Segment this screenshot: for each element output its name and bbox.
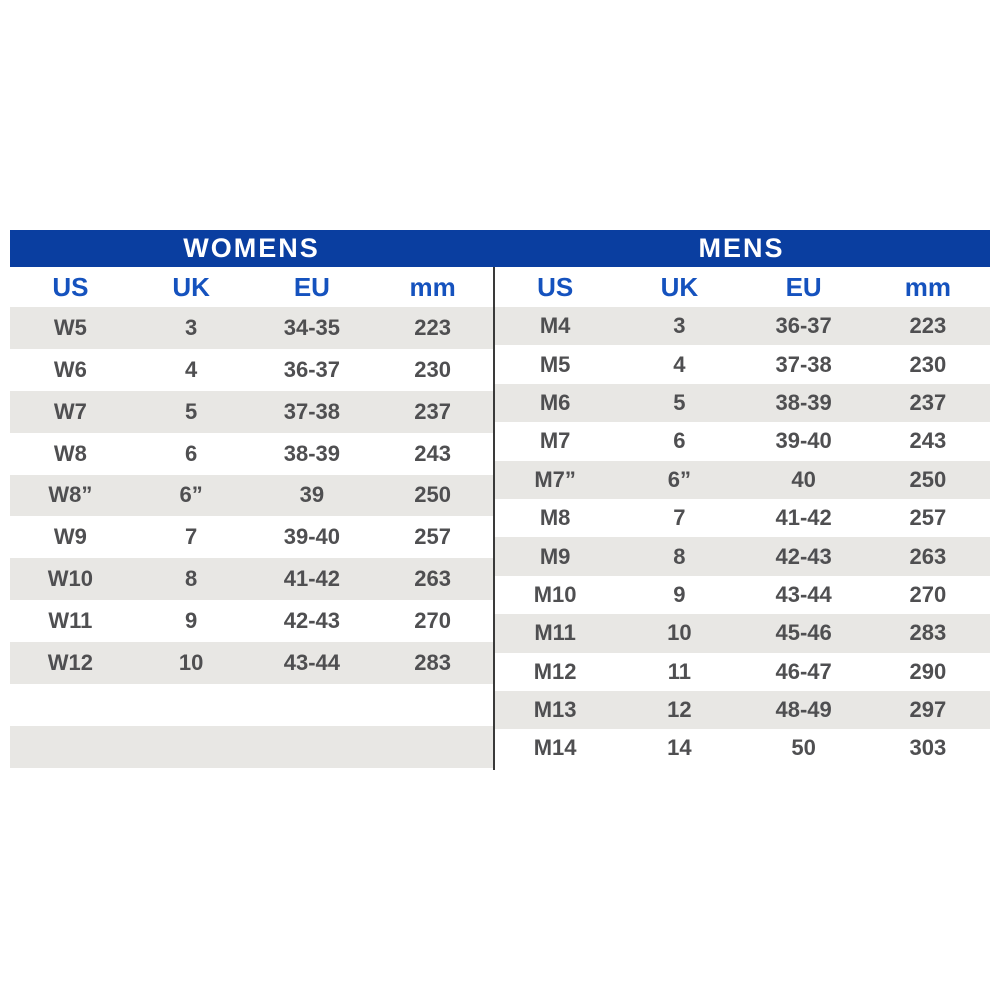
table-cell: 8 — [617, 537, 741, 575]
table-cell: 243 — [414, 440, 451, 466]
table-cell: 45-46 — [742, 614, 866, 652]
table-cell: 43-44 — [252, 642, 373, 684]
table-cell: 9 — [185, 608, 198, 634]
womens-table — [10, 267, 493, 768]
table-cell: 40 — [742, 461, 866, 499]
table-cell: M5 — [539, 351, 571, 377]
table-cell: 7 — [673, 505, 686, 531]
womens-title: WOMENS — [183, 233, 320, 263]
table-cell: 50 — [791, 735, 816, 761]
table-cell: M12 — [533, 658, 577, 684]
table-row — [493, 461, 990, 499]
table-cell: 48-49 — [742, 691, 866, 729]
table-row — [493, 614, 990, 652]
table-row — [10, 433, 493, 475]
table-cell: 7 — [185, 524, 198, 550]
table-cell: 230 — [909, 351, 947, 377]
table-row — [493, 384, 990, 422]
table-row — [10, 307, 493, 349]
table-cell — [131, 684, 252, 726]
table-cell: M9 — [493, 537, 617, 575]
table-cell: 283 — [372, 642, 493, 684]
table-cell: 250 — [866, 461, 990, 499]
table-cell — [10, 684, 131, 726]
table-row — [493, 499, 990, 537]
table-cell: 39-40 — [283, 524, 341, 550]
table-cell: W8” — [10, 475, 131, 517]
table-cell: W8 — [53, 440, 87, 466]
table-cell: 41-42 — [252, 558, 373, 600]
table-cell: 270 — [414, 608, 451, 634]
table-cell: 230 — [414, 356, 451, 382]
table-cell: 37-38 — [252, 391, 373, 433]
size-chart — [10, 230, 990, 768]
table-cell: 263 — [866, 537, 990, 575]
table-cell: 270 — [909, 581, 947, 607]
table-cell: 250 — [372, 475, 493, 517]
column-header: EU — [742, 267, 866, 307]
table-cell: 37-38 — [775, 351, 832, 377]
table-cell — [131, 726, 252, 768]
table-cell: 34-35 — [252, 307, 373, 349]
table-cell: 38-39 — [742, 384, 866, 422]
table-row — [10, 349, 493, 391]
table-cell: 14 — [667, 735, 692, 761]
table-cell: 297 — [866, 691, 990, 729]
table-cell: W7 — [10, 391, 131, 433]
table-cell: 6 — [185, 440, 198, 466]
table-cell: 11 — [667, 658, 691, 684]
table-cell — [372, 726, 493, 768]
table-cell: 3 — [131, 307, 252, 349]
table-row — [10, 642, 493, 684]
table-cell: M7 — [539, 428, 571, 454]
table-cell: M14 — [533, 735, 577, 761]
column-header: UK — [617, 267, 741, 307]
table-cell: 263 — [372, 558, 493, 600]
table-cell: 4 — [185, 356, 198, 382]
table-row — [10, 558, 493, 600]
table-cell: 237 — [866, 384, 990, 422]
table-cell: 10 — [131, 642, 252, 684]
table-cell — [10, 726, 131, 768]
table-cell: 243 — [909, 428, 947, 454]
table-cell: M11 — [493, 614, 617, 652]
table-cell — [252, 684, 373, 726]
table-cell: W9 — [53, 524, 87, 550]
column-header: UK — [131, 267, 252, 307]
table-row — [493, 537, 990, 575]
table-cell: 5 — [617, 384, 741, 422]
table-cell: 4 — [673, 351, 686, 377]
tables-container — [10, 267, 990, 768]
table-cell: 223 — [866, 307, 990, 345]
table-cell: 36-37 — [283, 356, 341, 382]
table-cell: M6 — [493, 384, 617, 422]
table-row — [493, 653, 990, 691]
table-cell: 6” — [131, 475, 252, 517]
table-cell: 290 — [909, 658, 947, 684]
table-cell: M4 — [493, 307, 617, 345]
table-cell: 12 — [617, 691, 741, 729]
table-cell: 283 — [866, 614, 990, 652]
table-cell: 223 — [372, 307, 493, 349]
table-row — [493, 422, 990, 460]
table-cell: 41-42 — [775, 505, 832, 531]
title-bar — [10, 230, 990, 267]
table-cell: 303 — [909, 735, 947, 761]
table-cell: 38-39 — [283, 440, 341, 466]
table-row — [10, 516, 493, 558]
table-row — [493, 729, 990, 767]
table-cell — [372, 684, 493, 726]
table-cell: W11 — [48, 608, 93, 634]
empty-row — [10, 684, 493, 726]
table-cell: 39-40 — [775, 428, 832, 454]
header-row — [493, 267, 990, 307]
table-cell: 39 — [252, 475, 373, 517]
table-cell: 10 — [617, 614, 741, 652]
mens-title: MENS — [698, 233, 785, 263]
table-row — [493, 691, 990, 729]
column-header: US — [493, 267, 617, 307]
column-header: US — [10, 267, 131, 307]
table-row — [10, 600, 493, 642]
empty-row — [10, 726, 493, 768]
table-row — [493, 345, 990, 383]
table-cell: W5 — [10, 307, 131, 349]
table-cell: 46-47 — [775, 658, 832, 684]
table-cell: M8 — [539, 505, 571, 531]
table-cell: 42-43 — [283, 608, 341, 634]
table-divider-line — [493, 267, 495, 770]
table-cell: W12 — [10, 642, 131, 684]
table-cell: 6 — [673, 428, 686, 454]
table-row — [493, 307, 990, 345]
table-row — [10, 391, 493, 433]
table-cell: 237 — [372, 391, 493, 433]
table-row — [493, 576, 990, 614]
table-cell: 36-37 — [742, 307, 866, 345]
table-cell: 42-43 — [742, 537, 866, 575]
table-cell: 3 — [617, 307, 741, 345]
table-cell: W10 — [10, 558, 131, 600]
table-cell: 9 — [673, 581, 686, 607]
table-row — [10, 475, 493, 517]
table-cell: M13 — [493, 691, 617, 729]
column-header: mm — [372, 267, 493, 307]
mens-table — [493, 267, 990, 768]
table-cell: 43-44 — [775, 581, 832, 607]
column-header: EU — [252, 267, 373, 307]
column-header: mm — [866, 267, 990, 307]
table-cell: W6 — [53, 356, 87, 382]
header-row — [10, 267, 493, 307]
table-cell — [252, 726, 373, 768]
table-cell: 8 — [131, 558, 252, 600]
table-cell: 5 — [131, 391, 252, 433]
table-cell: M10 — [533, 581, 577, 607]
table-cell: 6” — [617, 461, 741, 499]
table-cell: 257 — [909, 505, 947, 531]
table-cell: 257 — [414, 524, 451, 550]
table-cell: M7” — [493, 461, 617, 499]
